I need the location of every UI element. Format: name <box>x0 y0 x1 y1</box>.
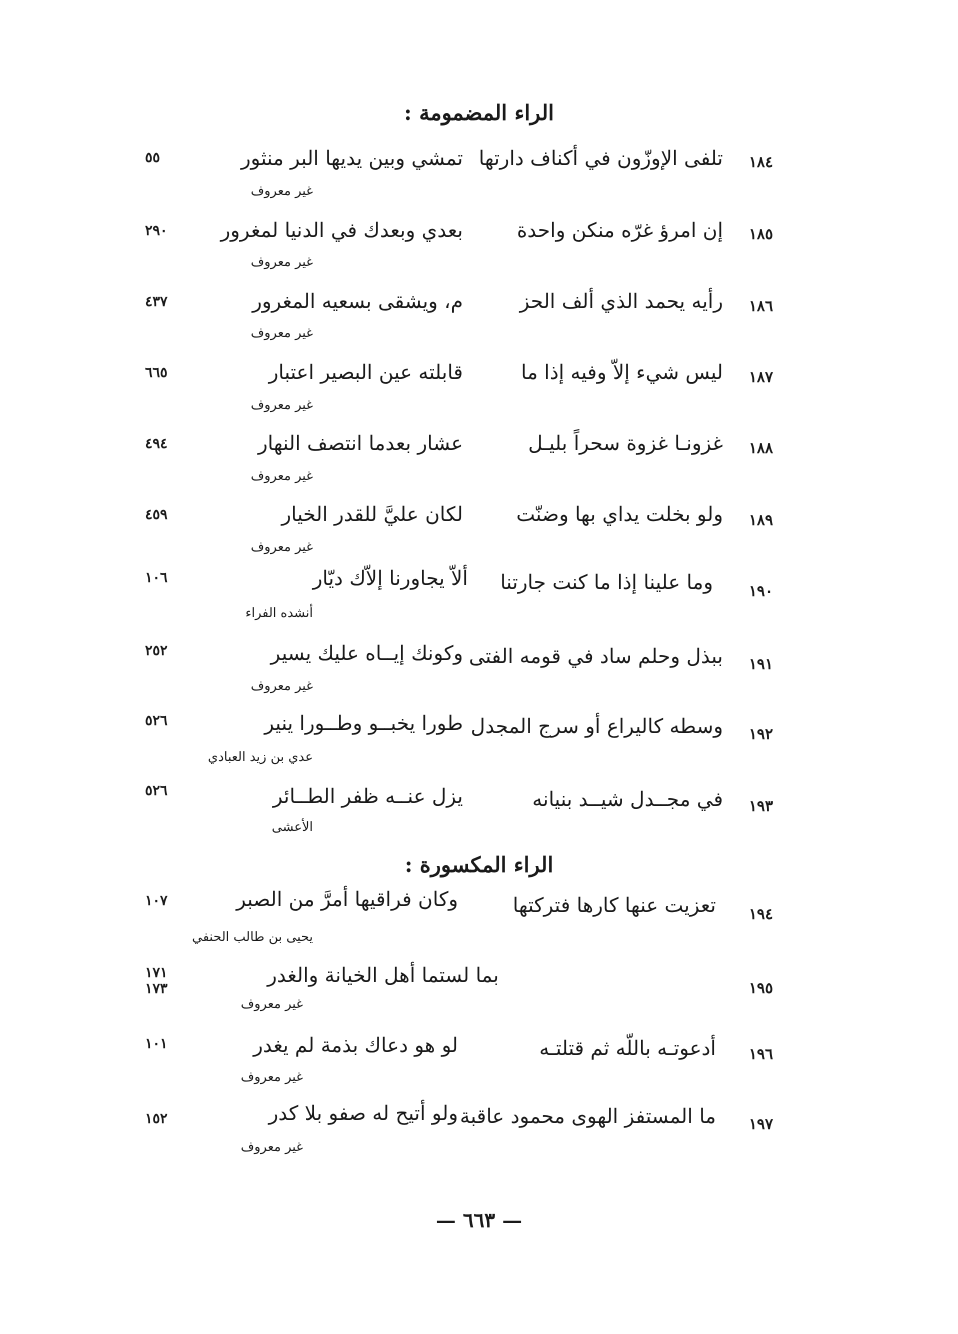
verse-number: ١٨٥ <box>748 225 773 243</box>
verse-number: ١٨٧ <box>748 368 773 386</box>
second-hemistich: طورا يخبــو وطــورا ينير <box>264 711 463 735</box>
first-hemistich: تلفى الإوزّون في أكناف دارتها <box>478 146 723 170</box>
first-hemistich: تعزيت عنها كارها فتركتها <box>512 893 716 917</box>
first-hemistich: غزونـا غزوة سحراً بليـل <box>528 431 723 455</box>
poet-name: غير معروف <box>250 469 313 484</box>
page-reference: ٤٣٧ <box>145 294 168 310</box>
poet-name: غير معروف <box>240 1070 303 1085</box>
page-reference: ٥٥ <box>145 150 161 166</box>
poet-name: الأعشى <box>271 820 313 835</box>
second-hemistich: قابلته عين البصير اعتبار <box>268 360 463 384</box>
first-hemistich: ببذل وحلم ساد في قومه الفتى <box>468 644 723 668</box>
first-hemistich: في مجــدل شيــد بنيانه <box>532 787 723 811</box>
page-reference: ١٧١ <box>145 965 168 981</box>
page-reference: ١٥٢ <box>145 1111 168 1127</box>
poet-name: غير معروف <box>250 540 313 555</box>
page-number: — ٦٦٣ — <box>435 1208 523 1232</box>
page-reference: ١٧٣ <box>145 981 168 997</box>
page-reference: ٥٢٦ <box>145 783 168 799</box>
poet-name: غير معروف <box>250 326 313 341</box>
second-hemistich: ولو أتيح له صفو بلا كدر <box>268 1101 458 1125</box>
verse-line: بما لستما أهل الخيانة والغدر <box>267 963 499 987</box>
verse-number: ١٩١ <box>748 655 773 673</box>
verse-number: ١٩٧ <box>748 1115 773 1133</box>
second-hemistich: وكونك إيــاه عليك يسير <box>270 641 463 665</box>
page-reference: ٦٦٥ <box>145 365 168 381</box>
page-reference: ١٠١ <box>145 1036 168 1052</box>
first-hemistich: وما علينا إذا ما كنت جارتنا <box>500 570 713 594</box>
second-hemistich: عشار بعدما انتصف النهار <box>258 431 463 455</box>
poet-name: غير معروف <box>250 255 313 270</box>
poet-name: غير معروف <box>240 997 303 1012</box>
first-hemistich: أدعوتـه باللّه ثم قتلتـه <box>539 1036 716 1060</box>
verse-number: ١٩٣ <box>748 797 773 815</box>
verse-number: ١٩٦ <box>748 1045 773 1063</box>
page-reference: ١٠٧ <box>145 893 168 909</box>
poet-name: غير معروف <box>250 398 313 413</box>
second-hemistich: وكان فراقيها أمرَّ من الصبر <box>236 887 458 911</box>
first-hemistich: ولو بخلت يداي بها وضنّت <box>516 502 723 526</box>
page-reference: ٥٢٦ <box>145 713 168 729</box>
page-reference: ٢٥٢ <box>145 643 168 659</box>
second-hemistich: لكان عليَّ للقدر الخيار <box>281 502 463 526</box>
poet-name: عدي بن زيد العبادي <box>207 750 313 765</box>
verse-number: ١٩٠ <box>748 582 773 600</box>
first-hemistich: إن امرؤ غرّه منكن واحدة <box>516 218 723 242</box>
verse-number: ١٨٦ <box>748 297 773 315</box>
first-hemistich: رأيه يحمد الذي ألف الحز <box>519 289 723 313</box>
second-hemistich: م، ويشقى بسعيه المغرور <box>252 289 463 313</box>
section-heading-maksura: الراء المكسورة : <box>404 852 554 877</box>
page-reference: ٢٩٠ <box>145 223 168 239</box>
verse-number: ١٨٨ <box>748 439 773 457</box>
first-hemistich: ما المستفز الهوى محمود عاقبة <box>459 1104 716 1128</box>
poet-name: يحيى بن طالب الحنفي <box>191 930 313 945</box>
page-reference: ٤٥٩ <box>145 507 168 523</box>
first-hemistich: ليس شيء إلاّ وفيه إذا ما <box>520 360 723 384</box>
poet-name: غير معروف <box>250 679 313 694</box>
verse-number: ١٩٤ <box>748 905 773 923</box>
section-heading-madmuma: الراء المضمومة : <box>404 100 554 125</box>
page-reference: ١٠٦ <box>145 570 168 586</box>
poet-name: غير معروف <box>240 1140 303 1155</box>
verse-number: ١٨٩ <box>748 511 773 529</box>
second-hemistich: تمشي وبين يديها البر منثور <box>241 146 463 170</box>
poet-name: غير معروف <box>250 184 313 199</box>
verse-number: ١٨٤ <box>748 153 773 171</box>
second-hemistich: لو هو دعاك بذمة لم يغدر <box>253 1033 458 1057</box>
poet-name: أنشده الفراء <box>245 606 313 621</box>
verse-number: ١٩٢ <box>748 725 773 743</box>
second-hemistich: يزل عنــه ظفر الطــائر <box>272 784 463 808</box>
second-hemistich: بعدي وبعدك في الدنيا لمغرور <box>220 218 463 242</box>
first-hemistich: وسطه كاليراع أو سرج المجدل <box>470 714 723 738</box>
second-hemistich: ألاّ يجاورنا إلاّك ديّار <box>312 566 468 590</box>
verse-number: ١٩٥ <box>748 979 773 997</box>
page-reference: ٤٩٤ <box>145 436 168 452</box>
